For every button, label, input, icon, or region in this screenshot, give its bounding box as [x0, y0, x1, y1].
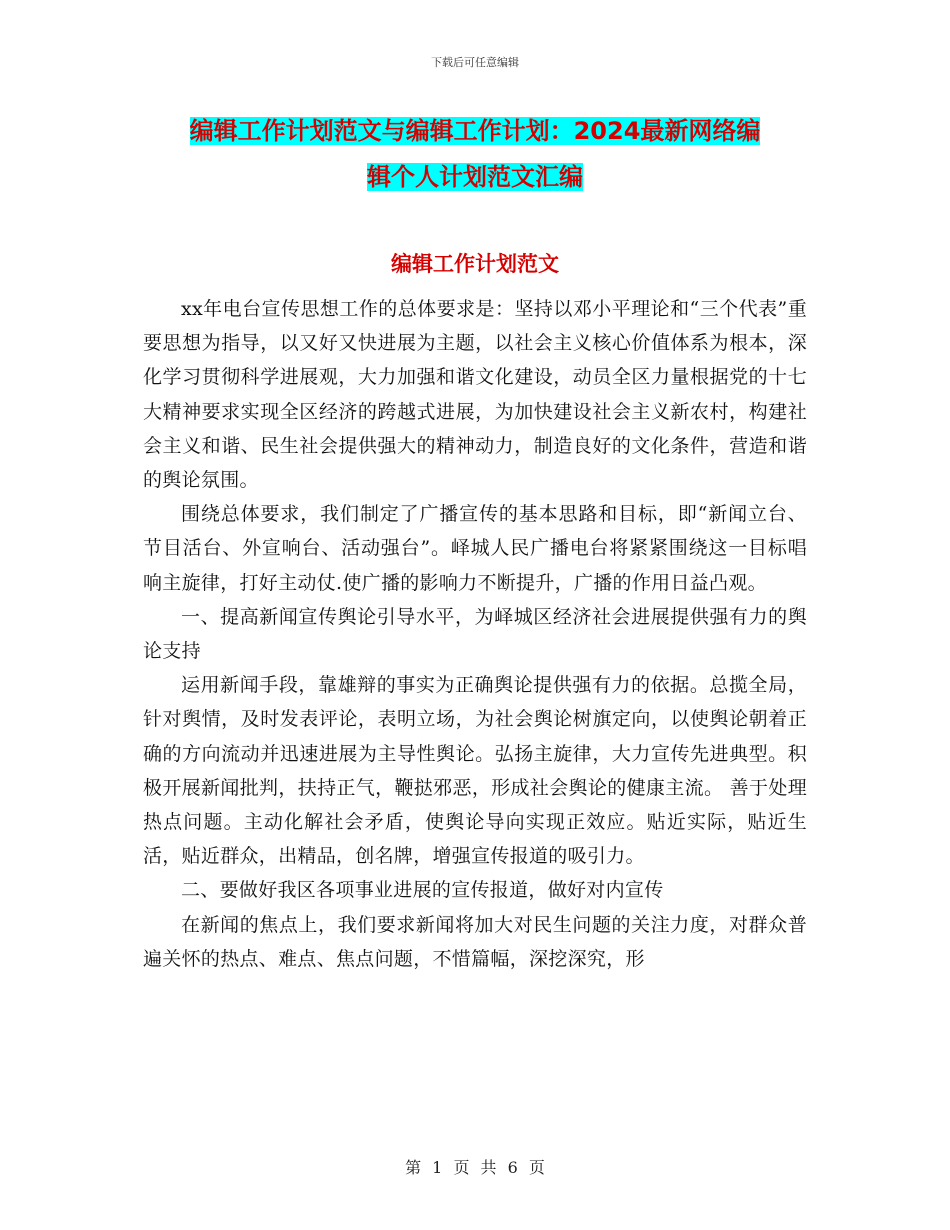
page-header: 下载后可任意编辑: [431, 56, 519, 69]
section-heading: 编辑工作计划范文: [391, 252, 559, 276]
body-paragraph: xx年电台宣传思想工作的总体要求是：坚持以邓小平理论和“三个代表”重要思想为指导，以又好又快进展为主题，以社会主义核心价值体系为根本，深化学习贯彻科学进展观，大力加强和谐文化建设，动员全区力量根据党的十七大精神要求实现全区经济的跨越式进展，为加快建设社会主义新农村，构建社会主义和谐、民生社会提供强大的精神动力，制造良好的文化条件，营造和谐的舆论氛围。: [143, 298, 807, 492]
document-title: [100, 108, 850, 200]
page-footer: 第 1 页 共 6 页: [405, 1158, 545, 1177]
document-title-line-1: 编辑工作计划范文与编辑工作计划：2024最新网络编: [189, 117, 761, 145]
body-paragraph: 围绕总体要求，我们制定了广播宣传的基本思路和目标，即“新闻立台、节目活台、外宣响台、活动强台”。峄城人民广播电台将紧紧围绕这一目标唱响主旋律，打好主动仗.使广播的影响力不断提升，广播的作用日益凸观。: [143, 503, 807, 594]
body-paragraph: 运用新闻手段，靠雄辩的事实为正确舆论提供强有力的依据。总揽全局，针对舆情，及时发表评论，表明立场，为社会舆论树旗定向，以使舆论朝着正确的方向流动并迅速进展为主导性舆论。弘扬主旋律，大力宣传先进典型。积极开展新闻批判，扶持正气，鞭挞邪恶，形成社会舆论的健康主流。 善于处理热点问题。主动化解社会矛盾，使舆论导向实现正效应。贴近实际，贴近生活，贴近群众，出精品，创名牌，增强宣传报道的吸引力。: [143, 674, 807, 868]
document-body: [143, 292, 807, 976]
section-subheading: 一、提高新闻宣传舆论引导水平，为峄城区经济社会进展提供强有力的舆论支持: [143, 605, 807, 663]
body-paragraph: 在新闻的焦点上，我们要求新闻将加大对民生问题的关注力度，对群众普遍关怀的热点、难点、焦点问题，不惜篇幅，深挖深究，形: [143, 913, 807, 970]
section-subheading: 二、要做好我区各项事业进展的宣传报道，做好对内宣传: [181, 879, 664, 902]
document-title-line-2: 辑个人计划范文汇编: [367, 163, 583, 191]
